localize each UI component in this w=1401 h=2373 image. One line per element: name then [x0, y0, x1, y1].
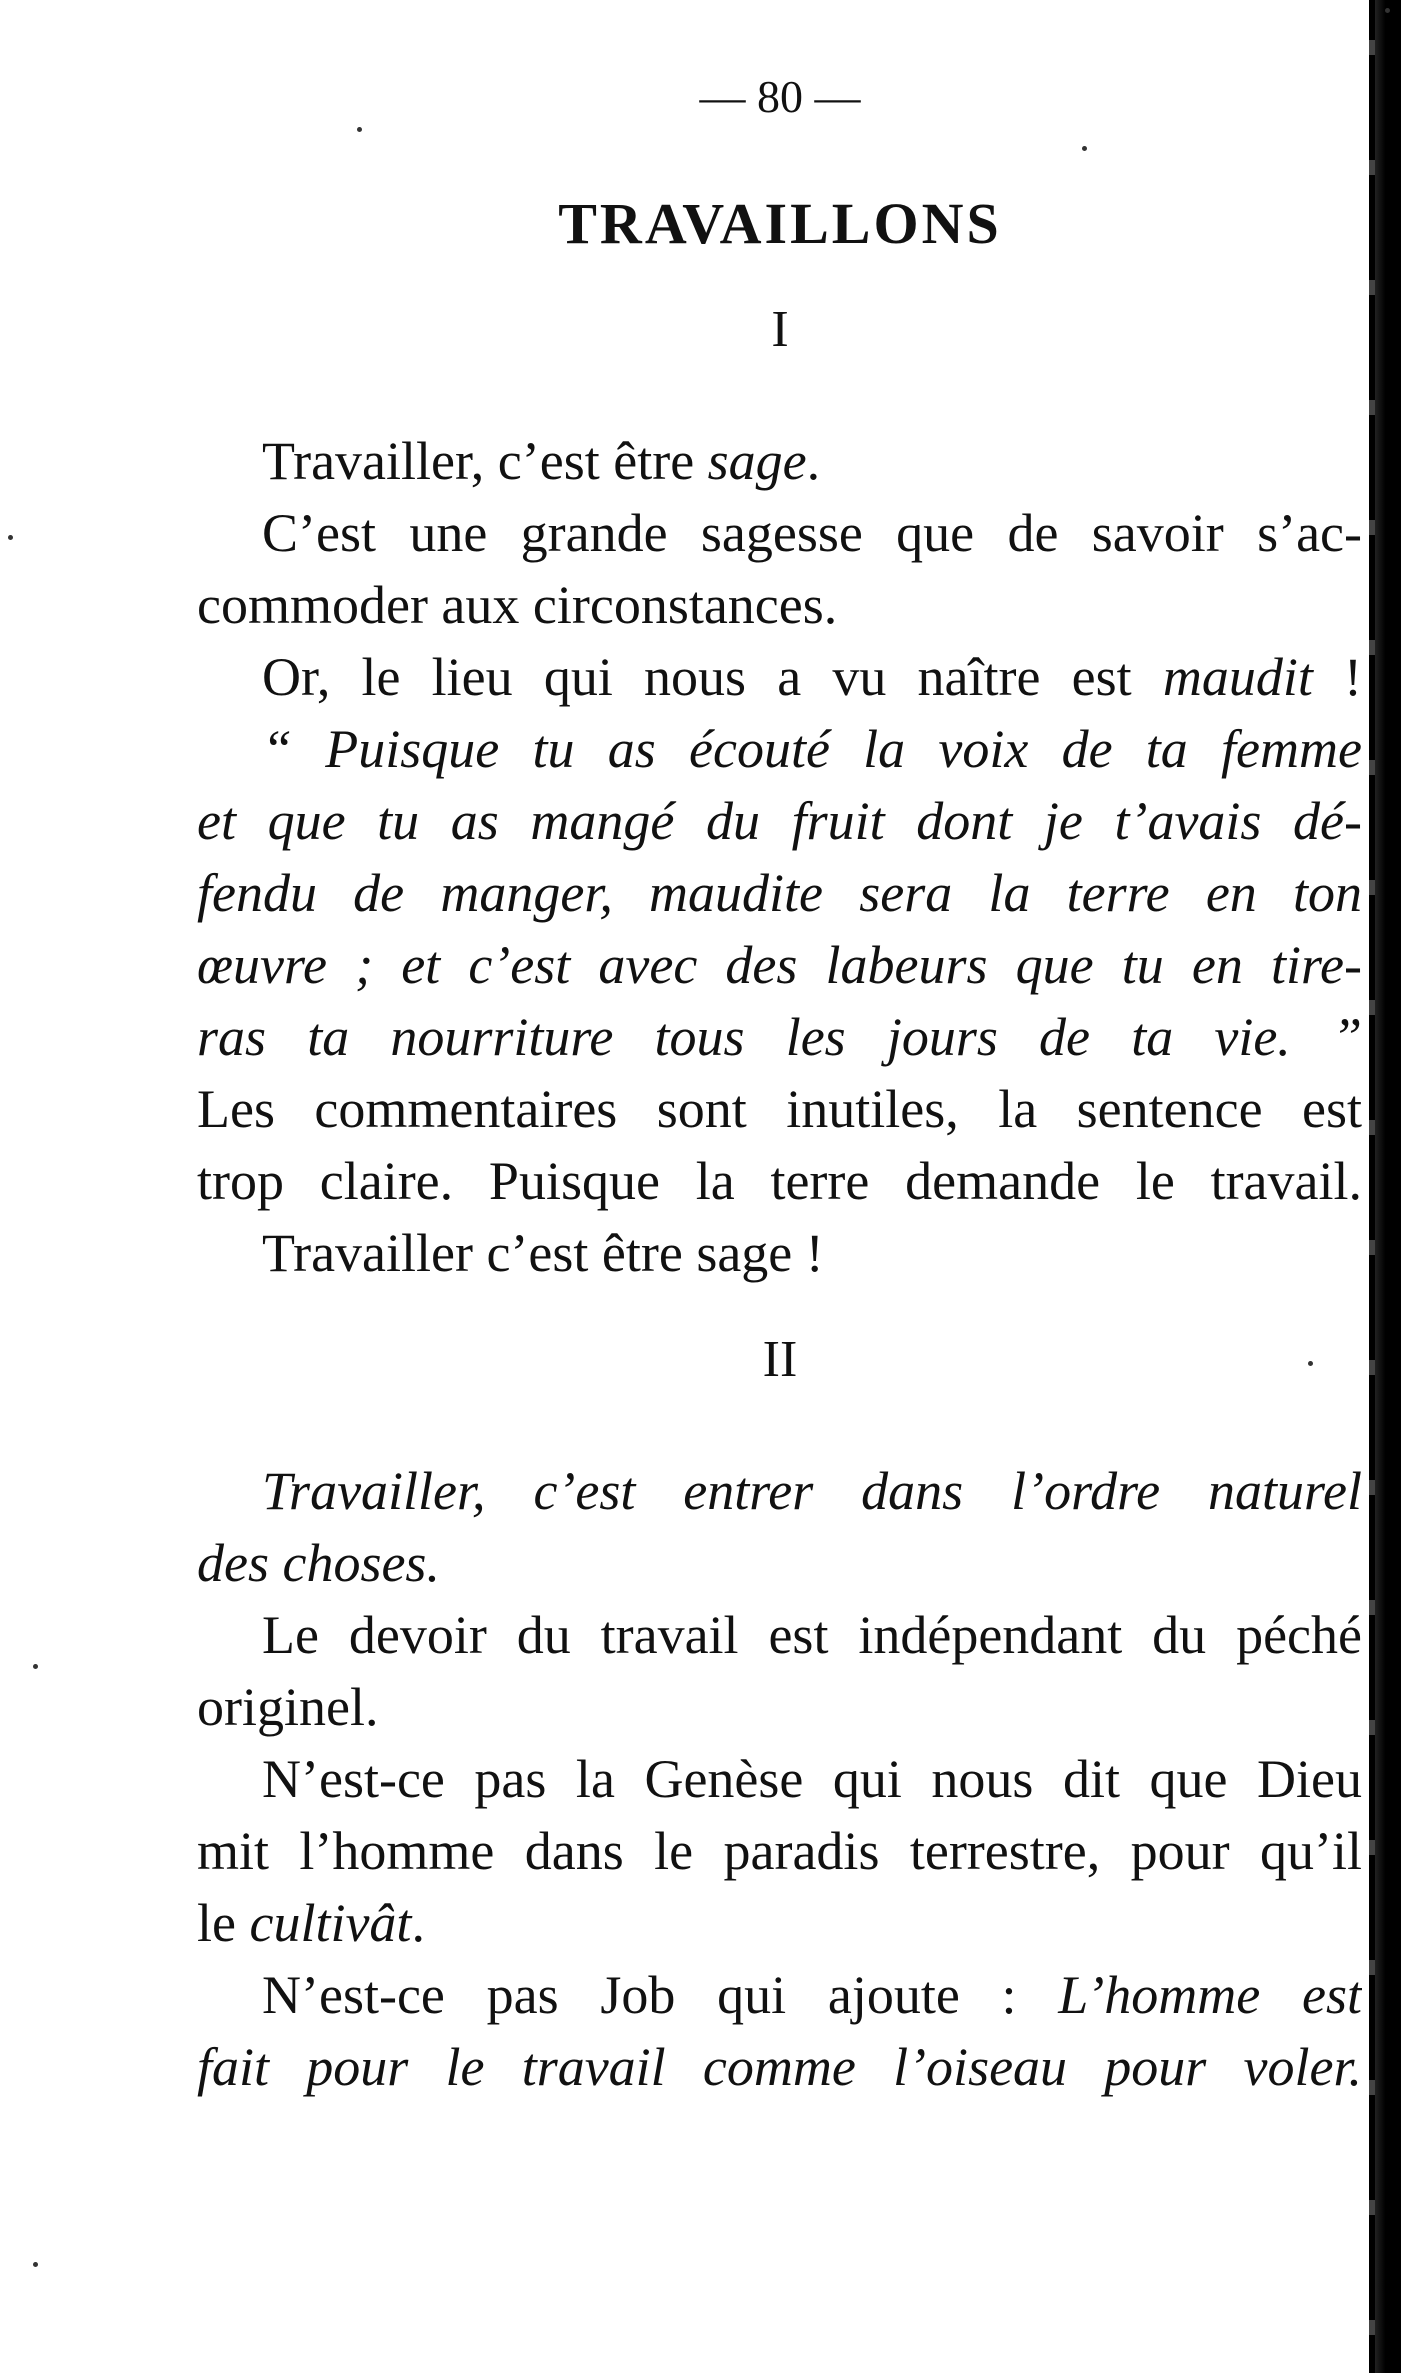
text-line: fendu de manger, maudite sera la terre en ton	[197, 863, 1362, 923]
text-line: commoder aux circonstances.	[197, 575, 838, 635]
page-number: — 80 —	[699, 71, 861, 122]
text-line: des choses.	[197, 1533, 440, 1593]
text-line: C’est une grande sagesse que de savoir s’ac-	[262, 503, 1362, 563]
text-line: Travailler, c’est être sage.	[262, 431, 821, 491]
text-line: ras ta nourriture tous les jours de ta vie. ”	[197, 1007, 1362, 1067]
text-line: N’est-ce pas la Genèse qui nous dit que Dieu	[262, 1749, 1362, 1809]
text-line: Travailler, c’est entrer dans l’ordre naturel	[262, 1461, 1362, 1521]
text-line: originel.	[197, 1677, 379, 1737]
text-line: fait pour le travail comme l’oiseau pour voler.	[197, 2037, 1362, 2097]
ink-speck	[33, 2262, 38, 2267]
ink-speck	[8, 535, 13, 540]
text-line: le cultivât.	[197, 1893, 425, 1953]
ink-speck	[1308, 1361, 1313, 1366]
section-numeral-1: I	[771, 301, 789, 358]
text-line: et que tu as mangé du fruit dont je t’avais dé-	[197, 791, 1362, 851]
text-line: œuvre ; et c’est avec des labeurs que tu en tire-	[197, 935, 1362, 995]
ink-speck	[1385, 8, 1390, 13]
text-line: “ Puisque tu as écouté la voix de ta femme	[262, 719, 1362, 779]
ink-speck	[33, 1664, 38, 1669]
text-line: trop claire. Puisque la terre demande le travail.	[197, 1151, 1362, 1211]
text-line: Le devoir du travail est indépendant du péché	[262, 1605, 1362, 1665]
ink-speck	[357, 127, 362, 132]
ink-speck	[1082, 146, 1087, 151]
section-numeral-2: II	[762, 1331, 798, 1388]
page-spine-shadow	[1375, 0, 1401, 2373]
text-line: Or, le lieu qui nous a vu naître est maudit !	[262, 647, 1362, 707]
text-line: Les commentaires sont inutiles, la sentence est	[197, 1079, 1362, 1139]
text-line: mit l’homme dans le paradis terrestre, pour qu’il	[197, 1821, 1362, 1881]
text-line: Travailler c’est être sage !	[262, 1223, 824, 1283]
text-line: N’est-ce pas Job qui ajoute : L’homme est	[262, 1965, 1362, 2025]
chapter-title: TRAVAILLONS	[558, 191, 1002, 256]
